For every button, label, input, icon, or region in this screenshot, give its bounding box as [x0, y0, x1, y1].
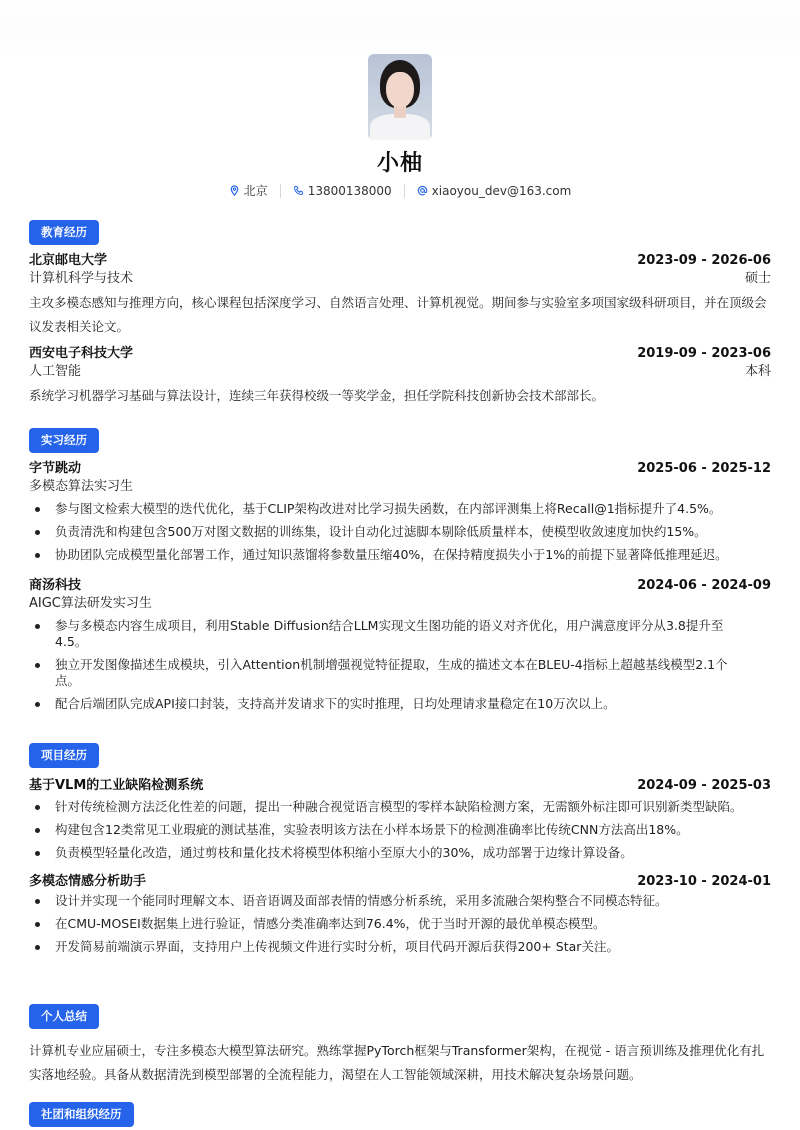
internship-entry	[29, 460, 771, 563]
date-range: 2024-09 - 2025-03	[637, 778, 771, 793]
resume-header	[29, 0, 771, 210]
bullet-item: 独立开发图像描述生成模块，引入Attention机制增强视觉特征提取，生成的描述文本在BLEU-4指标上超越基线模型2.1个点。	[29, 657, 771, 689]
bullet-item: 配合后端团队完成API接口封装，支持高并发请求下的实时推理，日均处理请求量稳定在10万次以上。	[29, 696, 771, 712]
phone-text: 13800138000	[307, 183, 392, 198]
at-sign-icon	[417, 185, 428, 196]
section-badge-summary: 个人总结	[29, 1004, 99, 1029]
project-name: 多模态情感分析助手	[29, 874, 147, 889]
role: AIGC算法研发实习生	[29, 596, 152, 611]
education-entry	[29, 345, 771, 408]
contact-phone	[293, 184, 392, 198]
bullet-item: 开发简易前端演示界面，支持用户上传视频文件进行实时分析，项目代码开源后获得200+ Star关注。	[29, 939, 771, 955]
internship-entry	[29, 577, 771, 712]
section-badge-organizations: 社团和组织经历	[29, 1102, 134, 1127]
date-range: 2023-10 - 2024-01	[637, 874, 771, 889]
project-name: 基于VLM的工业缺陷检测系统	[29, 778, 204, 793]
contact-email[interactable]	[417, 184, 572, 198]
organizations-section	[29, 1102, 771, 1127]
map-pin-icon	[229, 185, 240, 196]
role: 多模态算法实习生	[29, 479, 134, 494]
bullet-item: 针对传统检测方法泛化性差的问题，提出一种融合视觉语言模型的零样本缺陷检测方案，无需额外标注即可识别新类型缺陷。	[29, 799, 771, 815]
phone-icon	[293, 185, 304, 196]
section-badge-education: 教育经历	[29, 220, 99, 245]
date-range: 2024-06 - 2024-09	[637, 578, 771, 593]
profile-photo	[368, 54, 432, 140]
bullet-item: 负责模型轻量化改造，通过剪枝和量化技术将模型体积缩小至原大小的30%，成功部署于边缘计算设备。	[29, 845, 771, 861]
project-entry	[29, 873, 771, 955]
major: 人工智能	[29, 364, 82, 379]
major: 计算机科学与技术	[29, 271, 134, 286]
divider	[280, 184, 281, 198]
internship-section	[29, 428, 771, 719]
bullet-list	[29, 618, 771, 712]
school-name: 西安电子科技大学	[29, 346, 134, 361]
bullet-list	[29, 501, 771, 563]
email-text[interactable]: xiaoyou_dev@163.com	[431, 183, 572, 198]
location-text: 北京	[243, 184, 268, 198]
resume-page	[29, 0, 771, 1121]
school-name: 北京邮电大学	[29, 253, 108, 268]
date-range: 2023-09 - 2026-06	[637, 253, 771, 268]
education-section	[29, 220, 771, 408]
company-name: 商汤科技	[29, 578, 82, 593]
bullet-list	[29, 893, 771, 955]
contact-info	[29, 182, 771, 199]
company-name: 字节跳动	[29, 461, 82, 476]
candidate-name: 小柚	[376, 151, 423, 176]
bullet-item: 构建包含12类常见工业瑕疵的测试基准，实验表明该方法在小样本场景下的检测准确率比传统CNN方法高出18%。	[29, 822, 771, 838]
contact-location	[229, 182, 268, 199]
project-entry	[29, 777, 771, 861]
section-badge-projects: 项目经历	[29, 743, 99, 768]
date-range: 2025-06 - 2025-12	[637, 461, 771, 476]
bullet-item: 协助团队完成模型量化部署工作，通过知识蒸馏将参数量压缩40%，在保持精度损失小于1%的前提下显著降低推理延迟。	[29, 547, 771, 563]
bullet-list	[29, 799, 771, 861]
divider	[404, 184, 405, 198]
bullet-item: 设计并实现一个能同时理解文本、语音语调及面部表情的情感分析系统，采用多流融合架构整合不同模态特征。	[29, 893, 771, 909]
summary-section	[29, 1004, 771, 1087]
bullet-item: 参与图文检索大模型的迭代优化，基于CLIP架构改进对比学习损失函数，在内部评测集上将Recall@1指标提升了4.5%。	[29, 501, 771, 517]
education-description: 系统学习机器学习基础与算法设计，连续三年获得校级一等奖学金，担任学院科技创新协会技术部部长。	[29, 388, 605, 403]
project-section	[29, 743, 771, 962]
education-entry	[29, 252, 771, 339]
date-range: 2019-09 - 2023-06	[637, 346, 771, 361]
bullet-item: 负责清洗和构建包含500万对图文数据的训练集，设计自动化过滤脚本剔除低质量样本，使模型收敛速度加快约15%。	[29, 524, 771, 540]
bullet-item: 参与多模态内容生成项目，利用Stable Diffusion结合LLM实现文生图功能的语义对齐优化，用户满意度评分从3.8提升至4.5。	[29, 618, 771, 650]
education-description: 主攻多模态感知与推理方向，核心课程包括深度学习、自然语言处理、计算机视觉。期间参与实验室多项国家级科研项目，并在顶级会议发表相关论文。	[29, 295, 767, 334]
section-badge-internship: 实习经历	[29, 428, 99, 453]
degree: 硕士	[744, 271, 771, 286]
degree: 本科	[744, 364, 771, 379]
summary-text: 计算机专业应届硕士，专注多模态大模型算法研究。熟练掌握PyTorch框架与Transformer架构，在视觉 - 语言预训练及推理优化有扎实落地经验。具备从数据清洗到模型部署的全流程能力，渴望在人工智能领域深耕，用技术解决复杂场景问题。	[29, 1043, 765, 1082]
bullet-item: 在CMU-MOSEI数据集上进行验证，情感分类准确率达到76.4%，优于当时开源的最优单模态模型。	[29, 916, 771, 932]
